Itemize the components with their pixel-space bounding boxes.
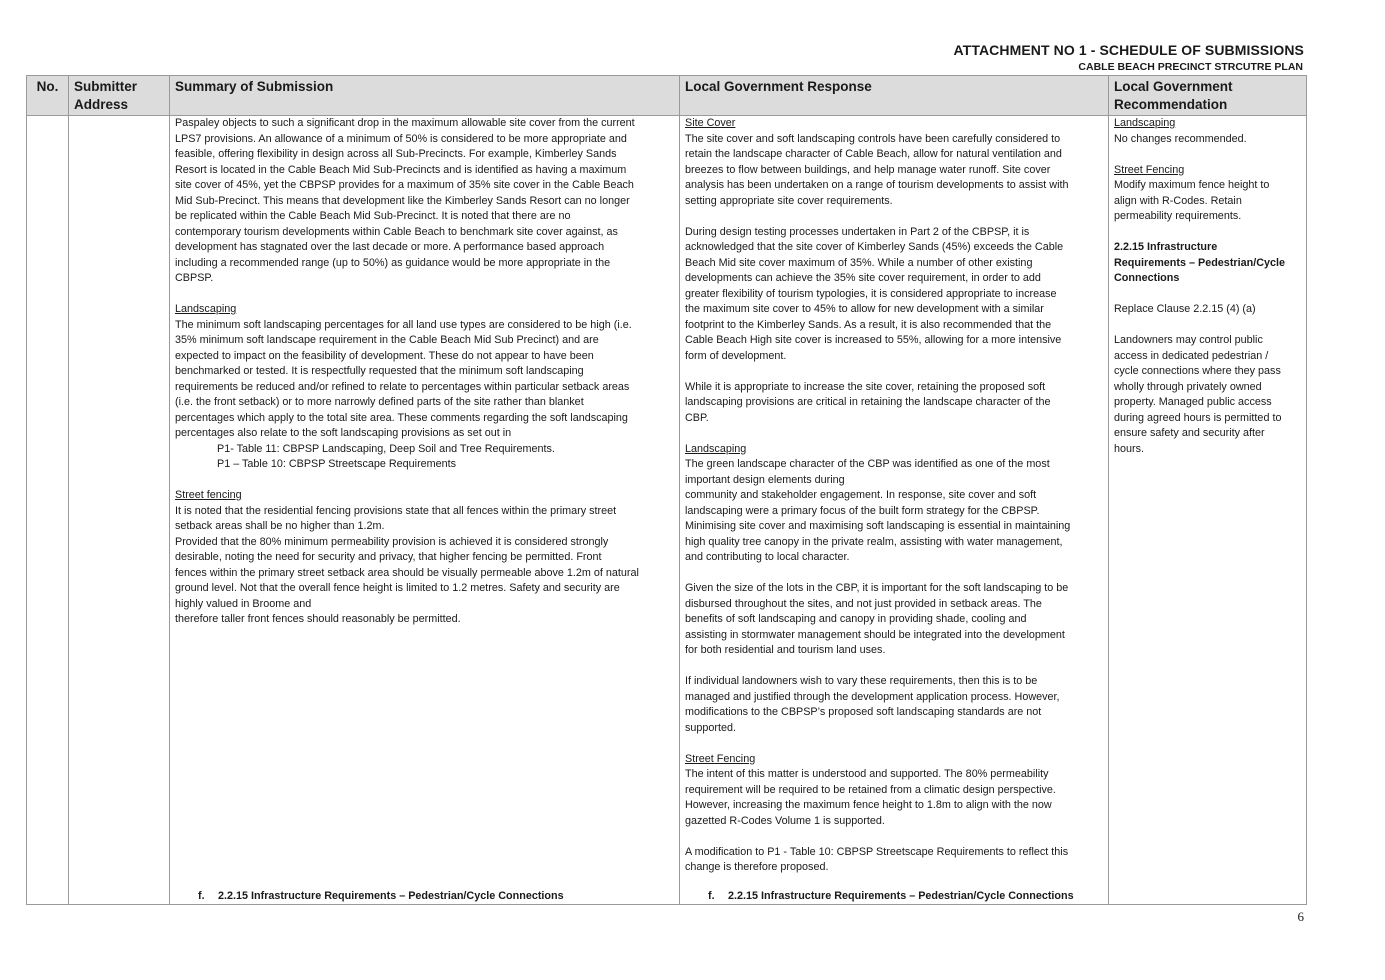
cell-recommendation bbox=[1109, 116, 1307, 905]
text-line: contemporary tourism developments within Cable Beach to benchmark site cover against, as bbox=[175, 225, 618, 238]
text-line: access in dedicated pedestrian / bbox=[1114, 349, 1269, 362]
text-line: percentages which apply to the total site area. These comments regarding the soft landscaping bbox=[175, 411, 628, 424]
header-submitter-line1: Submitter bbox=[74, 79, 138, 94]
text-line: form of development. bbox=[685, 349, 787, 362]
text-line: (i.e. the front setback) or to more narrowly defined parts of the site rather than blanket bbox=[175, 396, 584, 408]
text-line: 2.2.15 Infrastructure bbox=[1114, 241, 1218, 253]
text-line: It is noted that the residential fencing provisions state that all fences within the primary street bbox=[175, 504, 617, 517]
text-line: percentages also relate to the soft landscaping provisions as set out in bbox=[175, 427, 512, 439]
item-number: f. bbox=[198, 889, 205, 902]
cell-no bbox=[27, 116, 69, 905]
text-line: While it is appropriate to increase the site cover, retaining the proposed soft bbox=[685, 380, 1046, 393]
text-line: greater flexibility of tourism typologies, it is considered appropriate to increase bbox=[685, 287, 1057, 300]
response-landscaping-p2 bbox=[685, 581, 1103, 659]
text-line: The minimum soft landscaping percentages for all land use types are considered to be high (i.e. bbox=[175, 318, 632, 331]
text-line: and contributing to local character. bbox=[685, 551, 850, 563]
rec-infra-heading bbox=[1114, 240, 1301, 287]
response-landscaping-heading: Landscaping bbox=[685, 442, 747, 455]
text-line: Connections bbox=[1114, 272, 1180, 284]
text-line: The green landscape character of the CBP was identified as one of the most bbox=[685, 458, 1050, 470]
text-line: benchmarked or tested. It is respectfully requested that the minimum soft landscaping bbox=[175, 365, 584, 377]
summary-site-cover bbox=[175, 116, 674, 287]
text-line: Given the size of the lots in the CBP, it is important for the soft landscaping to be bbox=[685, 582, 1069, 594]
text-line: During design testing processes undertaken in Part 2 of the CBPSP, it is bbox=[685, 225, 1030, 238]
text-line: assisting in stormwater management should be integrated into the development bbox=[685, 628, 1065, 641]
text-line: setting appropriate site cover requirements. bbox=[685, 194, 893, 207]
text-line: 35% minimum soft landscape requirement in the Cable Beach Mid Sub Precinct) and are bbox=[175, 334, 599, 346]
text-line: acknowledged that the site cover of Kimberley Sands (45%) exceeds the Cable bbox=[685, 241, 1064, 253]
text-line: be replicated within the Cable Beach Mid Sub-Precinct. It is noted that there are no bbox=[175, 210, 571, 222]
text-line: analysis has been undertaken on a range of tourism developments to assist with bbox=[685, 179, 1069, 191]
header-submitter-line2: Address bbox=[74, 97, 129, 112]
header-no: No. bbox=[27, 76, 69, 116]
text-line: for both residential and tourism land uses. bbox=[685, 644, 886, 656]
text-line: breezes to flow between buildings, and help manage water runoff. Site cover bbox=[685, 163, 1051, 176]
text-line: Provided that the 80% minimum permeability provision is achieved it is considered strongly bbox=[175, 535, 609, 548]
text-line: developments can achieve the 35% site cover requirement, in order to add bbox=[685, 272, 1041, 284]
rec-fencing-heading: Street Fencing bbox=[1114, 163, 1185, 176]
text-line: wholly through privately owned bbox=[1114, 380, 1262, 393]
response-site-cover-heading: Site Cover bbox=[685, 117, 736, 129]
header-response: Local Government Response bbox=[680, 76, 1109, 116]
summary-fencing-heading: Street fencing bbox=[175, 489, 242, 501]
summary-landscaping bbox=[175, 318, 674, 473]
text-line: benefits of soft landscaping and canopy in providing shade, cooling and bbox=[685, 613, 1027, 625]
response-landscaping-p1 bbox=[685, 457, 1103, 566]
text-line: community and stakeholder engagement. In response, site cover and soft bbox=[685, 489, 1037, 501]
summary-next-item-heading bbox=[198, 889, 564, 905]
item-title: 2.2.15 Infrastructure Requirements – Pedestrian/Cycle Connections bbox=[218, 889, 564, 902]
text-line: modifications to the CBPSP’s proposed soft landscaping standards are not bbox=[685, 706, 1042, 718]
text-line: The intent of this matter is understood and supported. The 80% permeability bbox=[685, 768, 1049, 780]
text-line: ground level. Not that the overall fence height is limited to 1.2 metres. Safety and security are bbox=[175, 582, 620, 594]
item-title: 2.2.15 Infrastructure Requirements – Pedestrian/Cycle Connections bbox=[728, 889, 1074, 902]
summary-fencing bbox=[175, 504, 674, 628]
text-line: high quality tree canopy in the private realm, assisting with water management, bbox=[685, 535, 1063, 548]
table-header-row bbox=[27, 76, 1307, 116]
text-line: highly valued in Broome and bbox=[175, 597, 312, 610]
text-line: ensure safety and security after bbox=[1114, 427, 1265, 439]
text-line: LPS7 provisions. An allowance of a minimum of 50% is considered to be more appropriate and bbox=[175, 132, 627, 145]
rec-clause-text bbox=[1114, 333, 1301, 457]
cell-response bbox=[680, 116, 1109, 905]
table-reference: P1- Table 11: CBPSP Landscaping, Deep Soil and Tree Requirements. bbox=[217, 442, 555, 455]
text-line: Requirements – Pedestrian/Cycle bbox=[1114, 256, 1286, 269]
text-line: CBP. bbox=[685, 411, 709, 424]
text-line: disbursed throughout the sites, and not just provided in setback areas. The bbox=[685, 597, 1042, 610]
response-fencing-p2 bbox=[685, 845, 1103, 876]
response-next-item-heading bbox=[708, 889, 1074, 905]
table-reference: P1 – Table 10: CBPSP Streetscape Requirements bbox=[217, 458, 457, 470]
rec-landscaping-text: No changes recommended. bbox=[1114, 132, 1247, 145]
text-line: If individual landowners wish to vary these requirements, then this is to be bbox=[685, 675, 1038, 687]
text-line: site cover of 45%, yet the CBPSP provides for a maximum of 35% site cover in the Cable Beach bbox=[175, 179, 634, 191]
rec-landscaping-heading: Landscaping bbox=[1114, 117, 1176, 129]
text-line: hours. bbox=[1114, 442, 1145, 455]
text-line: during agreed hours is permitted to bbox=[1114, 411, 1282, 424]
rec-replace-clause: Replace Clause 2.2.15 (4) (a) bbox=[1114, 303, 1256, 315]
text-line: gazetted R-Codes Volume 1 is supported. bbox=[685, 814, 885, 827]
text-line: the maximum site cover to 45% to allow for new development with a similar bbox=[685, 303, 1044, 315]
text-line: permeability requirements. bbox=[1114, 210, 1242, 222]
page-number: 6 bbox=[1297, 909, 1304, 924]
header-recommendation-line1: Local Government bbox=[1114, 79, 1233, 94]
header-recommendation bbox=[1109, 76, 1307, 116]
text-line: development has stagnated over the last decade or more. A performance based approach bbox=[175, 241, 605, 253]
text-line: setback areas shall be no higher than 1.2m. bbox=[175, 520, 385, 532]
text-line: The site cover and soft landscaping controls have been carefully considered to bbox=[685, 132, 1061, 145]
text-line: requirement will be required to be retained from a climatic design perspective. bbox=[685, 783, 1056, 796]
text-line: Modify maximum fence height to bbox=[1114, 179, 1270, 191]
text-line: property. Managed public access bbox=[1114, 396, 1272, 408]
text-line: Beach Mid site cover maximum of 35%. While a number of other existing bbox=[685, 256, 1033, 269]
response-fencing-heading: Street Fencing bbox=[685, 752, 756, 765]
text-line: Resort is located in the Cable Beach Mid Sub-Precincts and is identified as having a maximum bbox=[175, 163, 627, 176]
text-line: managed and justified through the development application process. However, bbox=[685, 690, 1060, 703]
text-line: However, increasing the maximum fence height to 1.8m to align with the now bbox=[685, 799, 1052, 811]
text-line: Landowners may control public bbox=[1114, 334, 1263, 346]
rec-fencing bbox=[1114, 178, 1301, 225]
text-line: landscaping were a primary focus of the built form strategy for the CBPSP. bbox=[685, 504, 1040, 517]
header-recommendation-line2: Recommendation bbox=[1114, 97, 1228, 112]
text-line: requirements be reduced and/or refined to relate to percentages within particular setback areas bbox=[175, 380, 630, 393]
text-line: change is therefore proposed. bbox=[685, 861, 829, 873]
text-line: cycle connections where they pass bbox=[1114, 365, 1281, 377]
table-row bbox=[27, 116, 1307, 905]
text-line: Minimising site cover and maximising soft landscaping is essential in maintaining bbox=[685, 520, 1071, 532]
text-line: Paspaley objects to such a significant drop in the maximum allowable site cover from the current bbox=[175, 117, 635, 129]
document-subtitle: CABLE BEACH PRECINCT STRCUTRE PLAN bbox=[1078, 61, 1303, 73]
response-site-cover-p3 bbox=[685, 380, 1103, 427]
document-title: ATTACHMENT NO 1 - SCHEDULE OF SUBMISSIONS bbox=[953, 42, 1304, 58]
item-number: f. bbox=[708, 889, 715, 902]
header-submitter bbox=[69, 76, 170, 116]
submissions-table bbox=[26, 75, 1307, 905]
response-fencing-p1 bbox=[685, 767, 1103, 829]
text-line: therefore taller front fences should reasonably be permitted. bbox=[175, 613, 461, 625]
header-summary: Summary of Submission bbox=[170, 76, 680, 116]
text-line: Mid Sub-Precinct. This means that development like the Kimberley Sands Resort can no longer bbox=[175, 194, 630, 207]
text-line: align with R-Codes. Retain bbox=[1114, 194, 1242, 207]
response-landscaping-p3 bbox=[685, 674, 1103, 736]
cell-summary bbox=[170, 116, 680, 905]
cell-submitter bbox=[69, 116, 170, 905]
text-line: footprint to the Kimberley Sands. As a result, it is also recommended that the bbox=[685, 318, 1052, 331]
response-site-cover-p1 bbox=[685, 132, 1103, 210]
response-site-cover-p2 bbox=[685, 225, 1103, 365]
text-line: desirable, noting the need for security and privacy, that higher fencing be permitted. Front bbox=[175, 551, 602, 563]
text-line: including a recommended range (up to 50%) as guidance would be more appropriate in the bbox=[175, 256, 611, 269]
text-line: CBPSP. bbox=[175, 272, 214, 284]
text-line: A modification to P1 - Table 10: CBPSP Streetscape Requirements to reflect this bbox=[685, 845, 1069, 858]
text-line: fences within the primary street setback area should be visually permeable above 1.2m of natural bbox=[175, 566, 639, 579]
text-line: landscaping provisions are critical in retaining the landscape character of the bbox=[685, 396, 1051, 408]
text-line: supported. bbox=[685, 721, 737, 734]
text-line: Cable Beach High site cover is increased to 55%, allowing for a more intensive bbox=[685, 334, 1062, 346]
text-line: feasible, offering flexibility in design across all Sub-Precincts. For example, Kimberley Sands bbox=[175, 148, 617, 160]
text-line: retain the landscape character of Cable Beach, allow for natural ventilation and bbox=[685, 148, 1062, 160]
text-line: important design elements during bbox=[685, 473, 845, 486]
summary-landscaping-heading: Landscaping bbox=[175, 303, 237, 315]
text-line: expected to impact on the feasibility of development. These do not appear to have been bbox=[175, 349, 594, 362]
